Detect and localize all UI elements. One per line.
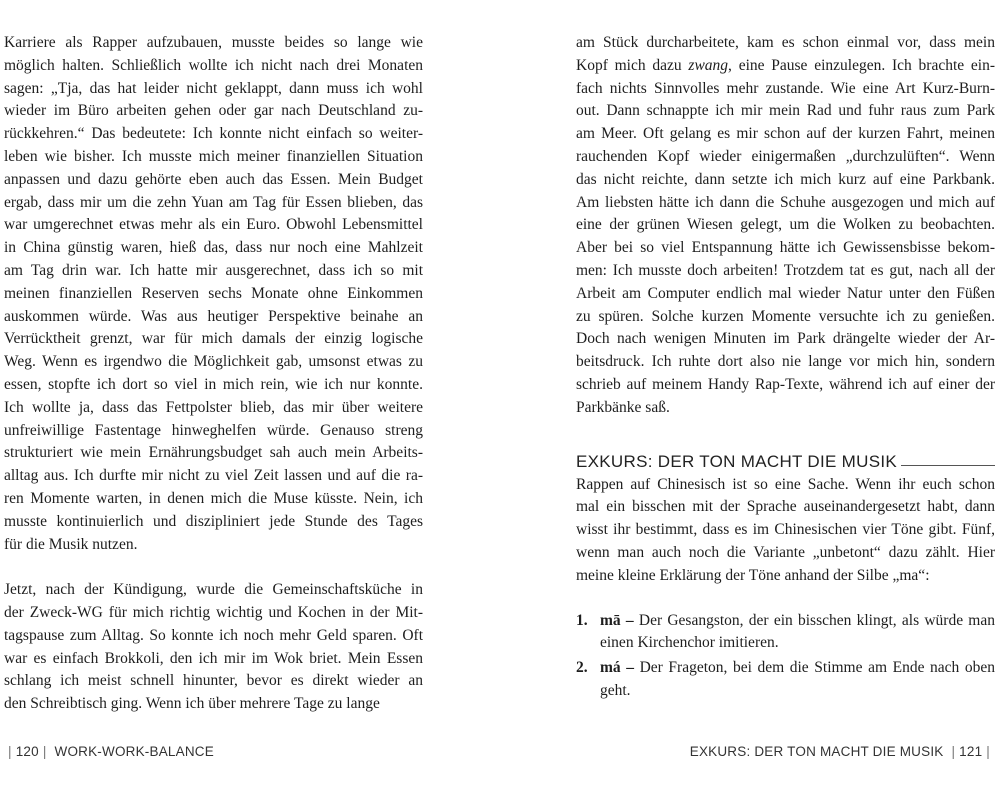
text-line: mal ein bisschen mit der Sprache auseinandergesetzt habt, dann [576, 498, 995, 516]
text-line: musste kontinuierlich und diszipliniert jede Stunde des Tages [4, 512, 423, 530]
text-line: men: Ich musste doch arbeiten! Trotzdem tat es gut, nach all der [576, 261, 995, 279]
page-number: 120 [15, 744, 39, 759]
text-line: Rappen auf Chinesisch ist so eine Sache. Wenn ihr euch schon [576, 475, 995, 493]
text-line: strukturiert wie mein Ernährungsbudget sah auch mein Arbeits- [4, 444, 423, 462]
right-footer [690, 744, 994, 759]
text-line: meine kleine Erklärung der Töne anhand der Silbe „ma“: [576, 566, 930, 584]
text-line: Weg. Wenn es irgendwo die Möglichkeit gab, umsonst etwas zu [4, 353, 423, 371]
text-line: beitsdruck. Ich ruhte dort also nie lange vor mich hin, sondern [576, 353, 995, 371]
text-line: tagspause zum Alltag. So konnte ich noch mehr Geld sparen. Oft [4, 626, 423, 644]
text-line: schrieb auf meinem Handy Rap-Texte, während ich auf einer der [576, 375, 995, 393]
text-line: Ich wollte ja, dass das Fettpolster blieb, das mir über weitere [4, 398, 423, 416]
text-line: rückkehren.“ Das bedeutete: Ich konnte nicht einfach so weiter- [4, 125, 423, 143]
text-line: anpassen und dazu gehörte eben auch das Essen. Mein Budget [4, 170, 423, 188]
text-line: Am liebsten hätte ich dann die Schuhe ausgezogen und mich auf [576, 193, 995, 211]
body-paragraph [576, 32, 995, 420]
running-header: WORK-WORK-BALANCE [54, 744, 214, 759]
tone-list-item [576, 610, 995, 656]
text-line: meinen finanziellen Reserven sechs Monate ohne Einkommen [4, 284, 423, 302]
section-heading-text: EXKURS: DER TON MACHT DIE MUSIK [576, 451, 898, 471]
text-fragment: , eine Pause einzulegen. Ich brachte ein- [728, 56, 996, 74]
text-line: wieder im Büro arbeiten gehen oder gar nach Deutschland zu- [4, 102, 423, 120]
text-line: am Stück durcharbeitete, kam es schon einmal vor, dass mein [576, 34, 995, 51]
text-line: alltag aus. Ich durfte mir nicht zu viel Zeit lassen und auf die ra- [4, 467, 423, 485]
separator: | [8, 744, 12, 759]
tone-description: Der Gesangston, der ein bisschen klingt, als würde man einen Kirchenchor imitieren. [600, 611, 995, 652]
text-line: für die Musik nutzen. [4, 535, 138, 553]
tone-term: má – [600, 659, 634, 677]
separator: | [42, 744, 47, 759]
text-line: Karriere als Rapper aufzubauen, musste beides so lange wie [4, 34, 423, 51]
emphasis-word: zwang [688, 56, 729, 74]
text-line: ren Momente warten, in denen mich die Muse küsste. Nein, ich [4, 489, 423, 507]
list-number: 2. [576, 659, 588, 677]
section-heading [576, 452, 995, 472]
text-line: war umgerechnet etwas mehr als ein Euro. Obwohl Lebensmittel [4, 216, 423, 234]
list-number: 1. [576, 611, 588, 629]
text-line: Doch nach wenigen Minuten im Park drängelte wieder der Ar- [576, 330, 995, 348]
text-line: leben wie bisher. Ich musste mich meiner finanziellen Situation [4, 147, 423, 165]
text-line [576, 55, 995, 78]
body-paragraph [4, 32, 423, 556]
text-line: den Schreibtisch ging. Wenn ich über mehrere Tage zu lange [4, 695, 380, 713]
text-line: wenn man auch noch die Variante „unbetont“ dazu zählt. Hier [576, 543, 995, 561]
text-line: Aber bei so viel Entspannung hätte ich Gewissensbisse bekom- [576, 239, 995, 257]
text-line: in China günstig waren, hieß das, dass nur noch eine Mahlzeit [4, 239, 423, 257]
text-fragment: Kopf mich dazu [576, 56, 689, 74]
body-paragraph [576, 474, 995, 588]
text-line: am Tag drin war. Ich hatte mir ausgerechnet, dass ich so mit [4, 261, 423, 279]
right-page [576, 32, 995, 705]
text-line: am Meer. Oft gelang es mir schon auf der kurzen Fahrt, meinen [576, 125, 995, 143]
text-line: unfreiwillige Fastentage hinweghelfen würde. Genauso streng [4, 421, 423, 439]
text-line: wisst ihr bestimmt, dass es im Chinesischen vier Töne gibt. Fünf, [576, 521, 995, 539]
text-line: rauchenden Kopf wieder einigermaßen „durchzulüften“. Wenn [576, 147, 995, 165]
text-line: sagen: „Tja, das hat leider nicht geklappt, dann muss ich wohl [4, 79, 423, 97]
page-number: 121 [959, 744, 983, 759]
heading-rule [901, 465, 995, 466]
separator: | [951, 744, 956, 759]
text-line: Jetzt, nach der Kündigung, wurde die Gemeinschaftsküche in [4, 581, 423, 599]
running-header: EXKURS: DER TON MACHT DIE MUSIK [689, 744, 944, 759]
tone-description: Der Frageton, bei dem die Stimme am Ende nach oben geht. [600, 659, 995, 699]
tone-list-item [576, 657, 995, 703]
text-line: auskommen würde. Was aus heutiger Perspektive beinahe an [4, 307, 423, 325]
text-line: möglich halten. Schließlich wollte ich nicht nach drei Monaten [4, 56, 423, 74]
text-line: war es einfach Brokkoli, den ich mir im Wok briet. Mein Essen [4, 649, 423, 667]
left-footer [4, 744, 214, 759]
text-line: ergab, dass mir um die zehn Yuan am Tag für Essen blieben, das [4, 193, 423, 211]
text-line: fach nichts Sinnvolles mehr zustande. Wie eine Art Kurz-Burn- [576, 79, 995, 97]
text-line: zu spüren. Solche kurzen Momente versuchte ich zu genießen. [576, 307, 995, 325]
text-line: schlang ich meist schnell hinunter, bevor es direkt wieder an [4, 672, 423, 690]
tone-list [576, 610, 995, 703]
text-line: out. Dann schnappte ich mir mein Rad und fuhr raus zum Park [576, 102, 995, 120]
tone-term: mā – [600, 611, 634, 629]
body-paragraph [4, 579, 423, 716]
text-line: essen, stopfte ich dort so viel in mich rein, wie ich nur konnte. [4, 375, 423, 393]
separator: | [986, 744, 990, 759]
text-line: Arbeit am Computer endlich mal wieder Natur unter den Füßen [576, 284, 995, 302]
text-line: das nicht reichte, dann setzte ich mich kurz auf eine Parkbank. [576, 170, 995, 188]
text-line: Verrücktheit grenzt, war für mich damals der einzig logische [4, 330, 423, 348]
text-line: der Zweck-WG für mich richtig wichtig und Kochen in der Mit- [4, 603, 423, 621]
left-page [4, 32, 423, 716]
text-line: eine der grünen Wiesen gelegt, um die Wolken zu beobachten. [576, 216, 995, 234]
text-line: Parkbänke saß. [576, 398, 670, 416]
